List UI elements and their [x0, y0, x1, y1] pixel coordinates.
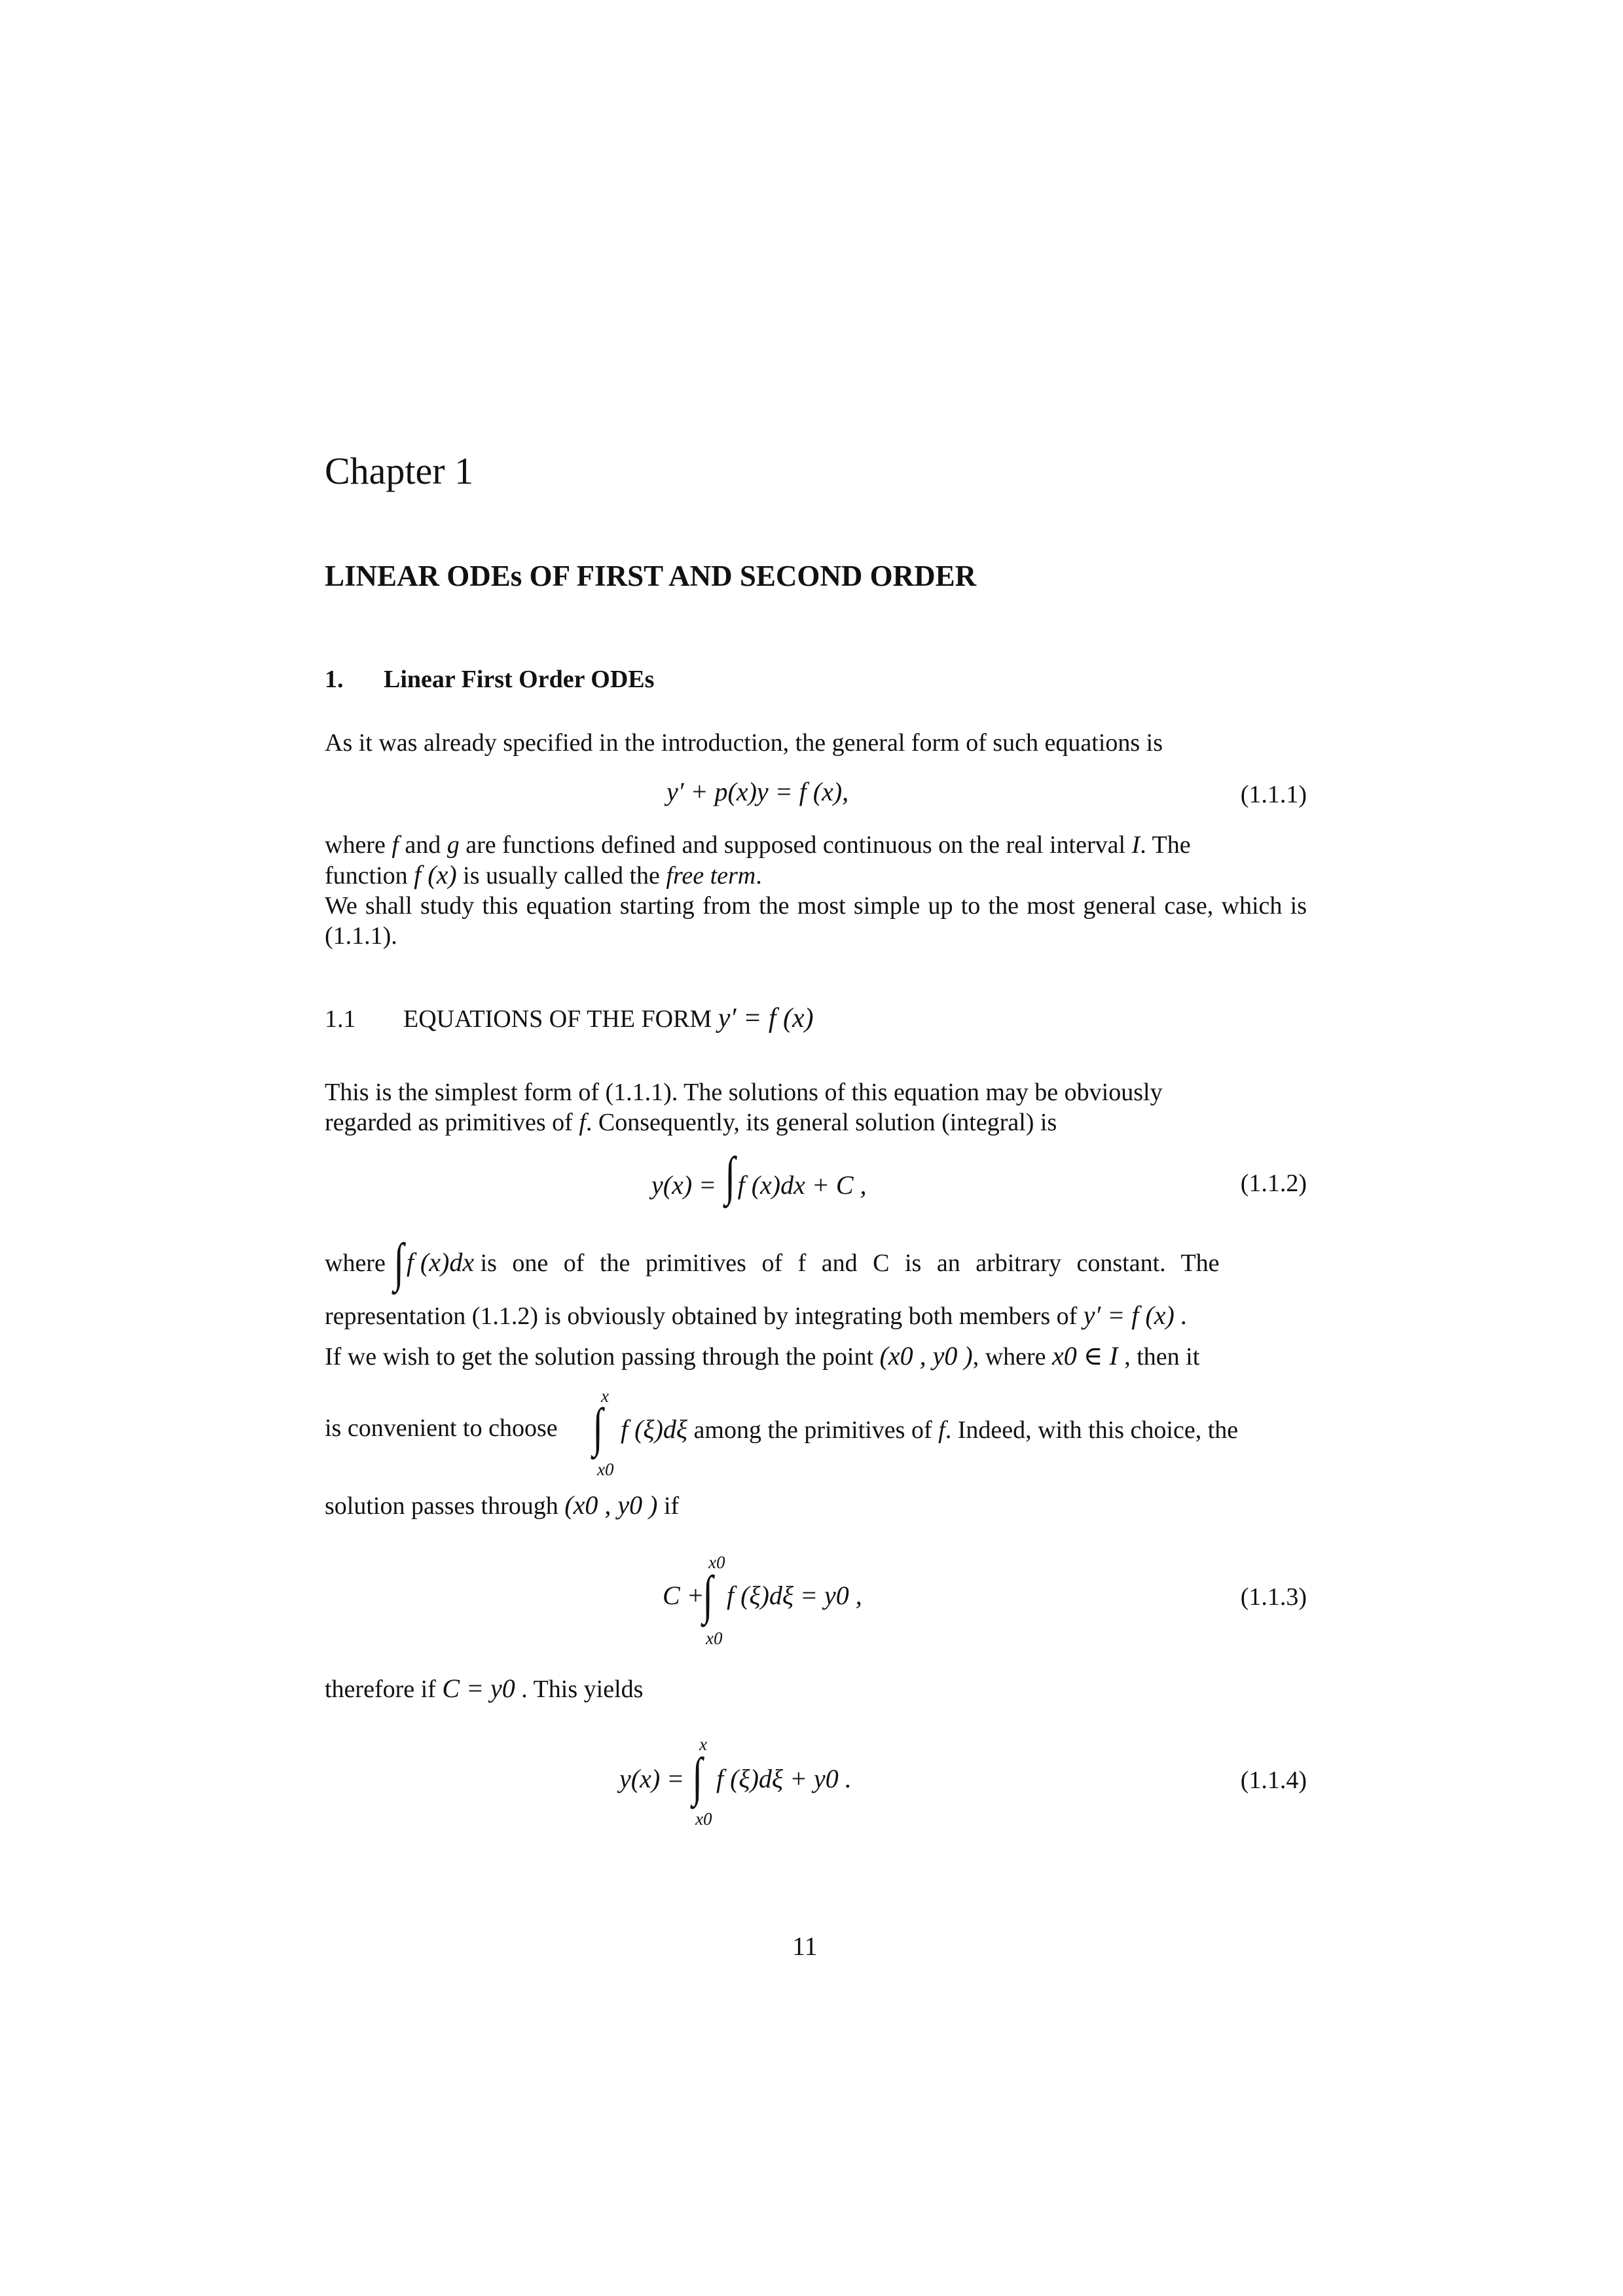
eq113-lhs: C + — [663, 1581, 704, 1610]
convenient-rest — [621, 1414, 1238, 1444]
eq113-lower-limit: x0 — [706, 1628, 723, 1648]
integral-sign: ∫ — [725, 1146, 736, 1206]
passing-where: , where — [972, 1343, 1053, 1371]
where-text: where — [325, 831, 392, 859]
chapter-title: LINEAR ODEs OF FIRST AND SECOND ORDER — [325, 560, 977, 592]
study-text: We shall study this equation starting from the most simple up to the most general case, which is (1.1.1). — [325, 892, 1307, 950]
simplest-line2-end: . Consequently, its general solution (integral) is — [585, 1109, 1057, 1136]
subsection-heading — [325, 1003, 814, 1034]
simplest-f: f — [579, 1109, 586, 1136]
solution-if: if — [657, 1492, 680, 1520]
where-f: f — [392, 831, 399, 859]
where-end: . The — [1140, 831, 1191, 859]
function-text: function — [325, 862, 414, 889]
passing-line — [325, 1340, 1199, 1371]
eq114-integrand: f (ξ)dξ + y0 . — [716, 1764, 852, 1793]
where-and: and — [398, 831, 447, 859]
section-number: 1. — [325, 666, 344, 693]
where-interval: I — [1131, 831, 1140, 859]
subsection-title: EQUATIONS OF THE FORM — [403, 1005, 718, 1033]
integral-sign: ∫ — [692, 1747, 703, 1806]
chapter-label: Chapter 1 — [325, 450, 474, 492]
convenient-integrand: f (ξ)dξ — [621, 1414, 688, 1444]
convenient-lower-limit: x0 — [597, 1460, 614, 1479]
where-paragraph — [325, 830, 1307, 951]
where-g: g — [447, 831, 460, 859]
therefore-end: . This yields — [515, 1676, 644, 1703]
convenient-upper-limit: x — [601, 1386, 609, 1406]
simplest-line1: This is the simplest form of (1.1.1). The solutions of this equation may be obviously — [325, 1079, 1163, 1106]
integral-sign: ∫ — [393, 1232, 405, 1292]
equation-1-1-2 — [651, 1146, 867, 1206]
convenient-text: is convenient to choose — [325, 1414, 558, 1442]
simplest-paragraph — [325, 1077, 1307, 1138]
representation-eq: y′ = f (x) . — [1083, 1300, 1188, 1330]
eq113-upper-limit: x0 — [708, 1552, 725, 1572]
passing-end: , then it — [1118, 1343, 1200, 1371]
simplest-line2: regarded as primitives of — [325, 1109, 579, 1136]
therefore-cond: C = y0 — [442, 1674, 515, 1703]
where-word: where — [325, 1249, 386, 1277]
convenient-f: f — [938, 1416, 945, 1444]
representation-line — [325, 1300, 1188, 1331]
section-heading — [325, 665, 654, 694]
solution-line — [325, 1490, 679, 1520]
integral-sign: ∫ — [593, 1397, 604, 1457]
passing-point: (x0 , y0 ) — [879, 1341, 973, 1371]
intro-paragraph: As it was already specified in the introduction, the general form of such equations is — [325, 729, 1163, 757]
where-rest: is one of the primitives of f and C is an arbitrary constant. The — [480, 1249, 1220, 1277]
eq114-lhs: y(x) = — [619, 1764, 685, 1793]
function-called: is usually called the — [456, 862, 666, 889]
equation-number-1-1-2: (1.1.2) — [1240, 1170, 1307, 1197]
free-term: free term — [666, 862, 756, 889]
therefore-text: therefore if — [325, 1676, 443, 1703]
passing-cond: x0 ∈ I — [1052, 1341, 1118, 1371]
convenient-line — [325, 1414, 558, 1443]
integral-sign: ∫ — [702, 1565, 714, 1624]
eq114-upper-limit: x — [699, 1734, 707, 1754]
therefore-line — [325, 1673, 643, 1704]
section-title: Linear First Order ODEs — [384, 666, 655, 693]
eq113-integrand: f (ξ)dξ = y0 , — [727, 1581, 862, 1610]
representation-text: representation (1.1.2) is obviously obtained by integrating both members of — [325, 1302, 1084, 1330]
equation-number-1-1-4: (1.1.4) — [1240, 1767, 1307, 1794]
where-integral-line — [325, 1232, 1220, 1292]
equation-number-1-1-3: (1.1.3) — [1240, 1583, 1307, 1611]
passing-text: If we wish to get the solution passing through the point — [325, 1343, 880, 1371]
where-integrand: f (x)dx — [406, 1247, 475, 1277]
solution-point: (x0 , y0 ) — [564, 1490, 658, 1520]
eq112-integrand: f (x)dx + C , — [737, 1170, 867, 1200]
solution-text: solution passes through — [325, 1492, 565, 1520]
eq114-lower-limit: x0 — [695, 1809, 712, 1829]
convenient-end: . Indeed, with this choice, the — [945, 1416, 1239, 1444]
subsection-formula: y′ = f (x) — [718, 1003, 814, 1033]
convenient-among: among the primitives of — [687, 1416, 939, 1444]
equation-1-1-1: y′ + p(x)y = f (x), — [666, 777, 849, 806]
function-fx: f (x) — [414, 860, 457, 889]
where-desc: are functions defined and supposed continuous on the real interval — [459, 831, 1132, 859]
function-end: . — [756, 862, 762, 889]
equation-number-1-1-1: (1.1.1) — [1240, 781, 1307, 808]
eq112-lhs: y(x) = — [651, 1170, 723, 1200]
page-number: 11 — [792, 1931, 818, 1961]
subsection-number: 1.1 — [325, 1005, 356, 1033]
